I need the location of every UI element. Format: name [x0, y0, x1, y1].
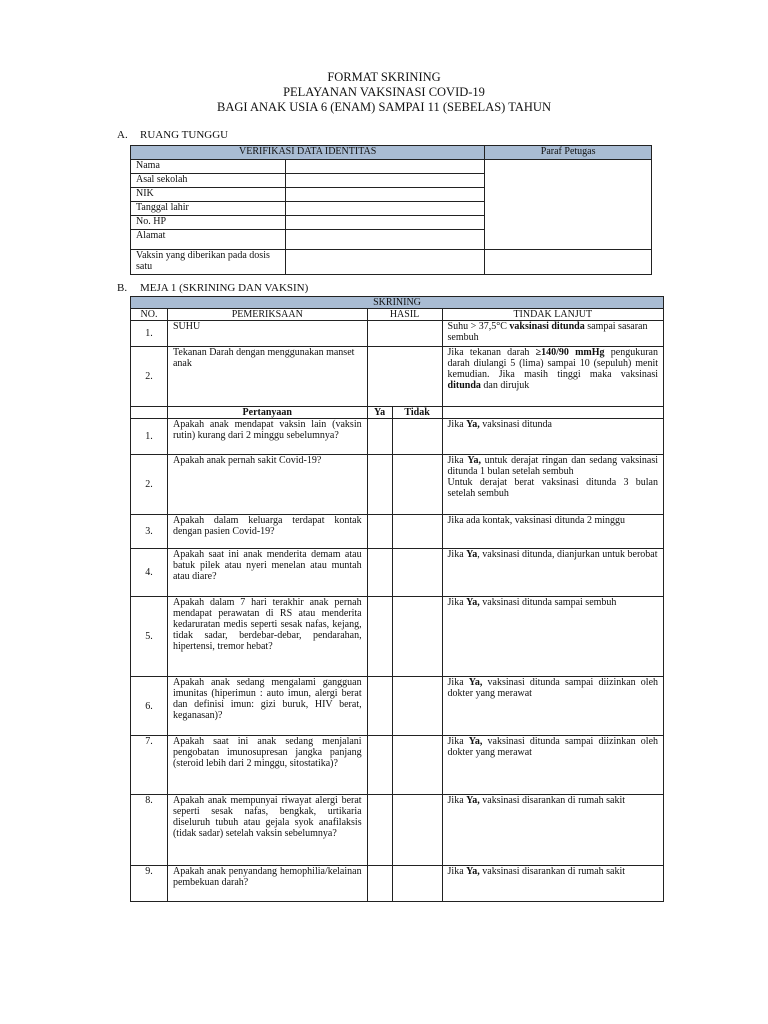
table-row: [131, 795, 664, 866]
ya-checkbox-cell[interactable]: [367, 677, 392, 736]
hasil-header: HASIL: [367, 309, 442, 321]
field-value[interactable]: [285, 174, 485, 188]
question-text: Apakah anak sedang mengalami gangguan imunitas (hiperimun : auto imun, alergi berat dan definisi imun: gizi buruk, HIV berat, keganasan)?: [167, 677, 367, 736]
tidak-header: Tidak: [392, 407, 442, 419]
row-number: 2.: [131, 455, 168, 515]
follow-up: Jika Ya, vaksinasi ditunda sampai diizinkan oleh dokter yang merawat: [442, 736, 663, 795]
field-value[interactable]: [285, 202, 485, 216]
no-header: NO.: [131, 309, 168, 321]
follow-up: Jika Ya, vaksinasi ditunda: [442, 419, 663, 455]
question-text: Apakah saat ini anak sedang menjalani pengobatan imunosupresan jangka panjang (steroid lebih dari 2 minggu, sitostatika)?: [167, 736, 367, 795]
pemeriksaan-header: PEMERIKSAAN: [167, 309, 367, 321]
section-b-heading: [117, 282, 308, 294]
title-line-2: PELAYANAN VAKSINASI COVID-19: [283, 85, 485, 99]
field-label: Asal sekolah: [131, 174, 286, 188]
exam-item: Tekanan Darah dengan menggunakan manset anak: [167, 347, 367, 407]
field-label: NIK: [131, 188, 286, 202]
table-header-row: [131, 297, 664, 309]
section-a-title: RUANG TUNGGU: [140, 129, 229, 141]
row-number: 6.: [131, 677, 168, 736]
ya-checkbox-cell[interactable]: [367, 736, 392, 795]
question-text: Apakah dalam keluarga terdapat kontak dengan pasien Covid-19?: [167, 515, 367, 549]
paraf-header: Paraf Petugas: [485, 146, 652, 160]
paraf-cell[interactable]: [485, 250, 652, 275]
identity-verification-table: [130, 145, 652, 275]
table-row: [131, 866, 664, 902]
follow-up: Jika Ya, vaksinasi ditunda, dianjurkan untuk berobat: [442, 549, 663, 597]
row-number: 2.: [131, 347, 168, 407]
field-label: Tanggal lahir: [131, 202, 286, 216]
table-row: [131, 347, 664, 407]
table-row: [131, 677, 664, 736]
follow-up: Suhu > 37,5°C vaksinasi ditunda sampai sasaran sembuh: [442, 321, 663, 347]
follow-up: Jika Ya, untuk derajat ringan dan sedang vaksinasi ditunda 1 bulan setelah sembuh Untuk derajat berat vaksinasi ditunda 3 bulan setelah sembuh: [442, 455, 663, 515]
table-row: [131, 455, 664, 515]
screening-table: [130, 296, 664, 902]
section-b-letter: B.: [117, 282, 128, 294]
blank-cell: [442, 407, 663, 419]
row-number: 4.: [131, 549, 168, 597]
table-header-row: [131, 309, 664, 321]
field-value[interactable]: [285, 160, 485, 174]
exam-item: SUHU: [167, 321, 367, 347]
result-cell[interactable]: [367, 321, 442, 347]
title-line-1: FORMAT SKRINING: [327, 70, 441, 84]
tidak-checkbox-cell[interactable]: [392, 549, 442, 597]
table-row: [131, 250, 652, 275]
table-row: [131, 419, 664, 455]
follow-up: Jika tekanan darah ≥140/90 mmHg pengukuran darah diulangi 5 (lima) sampai 10 (sepuluh) menit kemudian. Jika masih tinggi maka vaksinasi ditunda dan dirujuk: [442, 347, 663, 407]
field-label: No. HP: [131, 216, 286, 230]
field-value[interactable]: [285, 188, 485, 202]
question-text: Apakah anak pernah sakit Covid-19?: [167, 455, 367, 515]
field-label: Vaksin yang diberikan pada dosis satu: [131, 250, 286, 275]
title-line-3: BAGI ANAK USIA 6 (ENAM) SAMPAI 11 (SEBELAS) TAHUN: [217, 100, 551, 114]
tidak-checkbox-cell[interactable]: [392, 866, 442, 902]
ya-checkbox-cell[interactable]: [367, 419, 392, 455]
table-header-row: [131, 146, 652, 160]
ya-checkbox-cell[interactable]: [367, 455, 392, 515]
field-label: Alamat: [131, 230, 286, 250]
question-text: Apakah anak mempunyai riwayat alergi berat seperti sesak nafas, bengkak, urtikaria diseluruh tubuh atau gejala syok anafilaksis (tidak sadar) setelah vaksin sebelumnya?: [167, 795, 367, 866]
ya-checkbox-cell[interactable]: [367, 866, 392, 902]
tidak-checkbox-cell[interactable]: [392, 419, 442, 455]
row-number: 8.: [131, 795, 168, 866]
row-number: 5.: [131, 597, 168, 677]
row-number: 9.: [131, 866, 168, 902]
tidak-checkbox-cell[interactable]: [392, 515, 442, 549]
question-text: Apakah dalam 7 hari terakhir anak pernah mendapat perawatan di RS atau menderita kedaruratan medis seperti sesak nafas, kejang, tidak sadar, berdebar-debar, pendarahan, hipertensi, tremor hebat?: [167, 597, 367, 677]
field-value[interactable]: [285, 250, 485, 275]
row-number: 3.: [131, 515, 168, 549]
tindak-lanjut-header: TINDAK LANJUT: [442, 309, 663, 321]
table-row: [131, 736, 664, 795]
follow-up: Jika ada kontak, vaksinasi ditunda 2 minggu: [442, 515, 663, 549]
ya-header: Ya: [367, 407, 392, 419]
blank-cell: [131, 407, 168, 419]
ya-checkbox-cell[interactable]: [367, 515, 392, 549]
question-text: Apakah saat ini anak menderita demam atau batuk pilek atau nyeri menelan atau muntah atau diare?: [167, 549, 367, 597]
section-b-title: MEJA 1 (SKRINING DAN VAKSIN): [140, 282, 309, 294]
section-a-letter: A.: [117, 129, 128, 141]
table-row: [131, 549, 664, 597]
table-row: [131, 597, 664, 677]
follow-up: Jika Ya, vaksinasi disarankan di rumah sakit: [442, 795, 663, 866]
document-title: [0, 70, 768, 115]
row-number: 7.: [131, 736, 168, 795]
follow-up: Jika Ya, vaksinasi ditunda sampai sembuh: [442, 597, 663, 677]
row-number: 1.: [131, 419, 168, 455]
skrining-header: SKRINING: [131, 297, 664, 309]
follow-up: Jika Ya, vaksinasi disarankan di rumah sakit: [442, 866, 663, 902]
section-a-heading: [117, 129, 228, 141]
result-cell[interactable]: [367, 347, 442, 407]
tidak-checkbox-cell[interactable]: [392, 677, 442, 736]
verification-header: VERIFIKASI DATA IDENTITAS: [131, 146, 485, 160]
tidak-checkbox-cell[interactable]: [392, 455, 442, 515]
field-value[interactable]: [285, 216, 485, 230]
paraf-cell[interactable]: [485, 160, 652, 250]
field-value[interactable]: [285, 230, 485, 250]
field-label: Nama: [131, 160, 286, 174]
tidak-checkbox-cell[interactable]: [392, 795, 442, 866]
pertanyaan-header: Pertanyaan: [167, 407, 367, 419]
question-text: Apakah anak mendapat vaksin lain (vaksin rutin) kurang dari 2 minggu sebelumnya?: [167, 419, 367, 455]
table-header-row: [131, 407, 664, 419]
table-row: [131, 321, 664, 347]
follow-up: Jika Ya, vaksinasi ditunda sampai diizinkan oleh dokter yang merawat: [442, 677, 663, 736]
tidak-checkbox-cell[interactable]: [392, 597, 442, 677]
ya-checkbox-cell[interactable]: [367, 597, 392, 677]
table-row: [131, 160, 652, 174]
tidak-checkbox-cell[interactable]: [392, 736, 442, 795]
ya-checkbox-cell[interactable]: [367, 795, 392, 866]
ya-checkbox-cell[interactable]: [367, 549, 392, 597]
question-text: Apakah anak penyandang hemophilia/kelainan pembekuan darah?: [167, 866, 367, 902]
row-number: 1.: [131, 321, 168, 347]
table-row: [131, 515, 664, 549]
